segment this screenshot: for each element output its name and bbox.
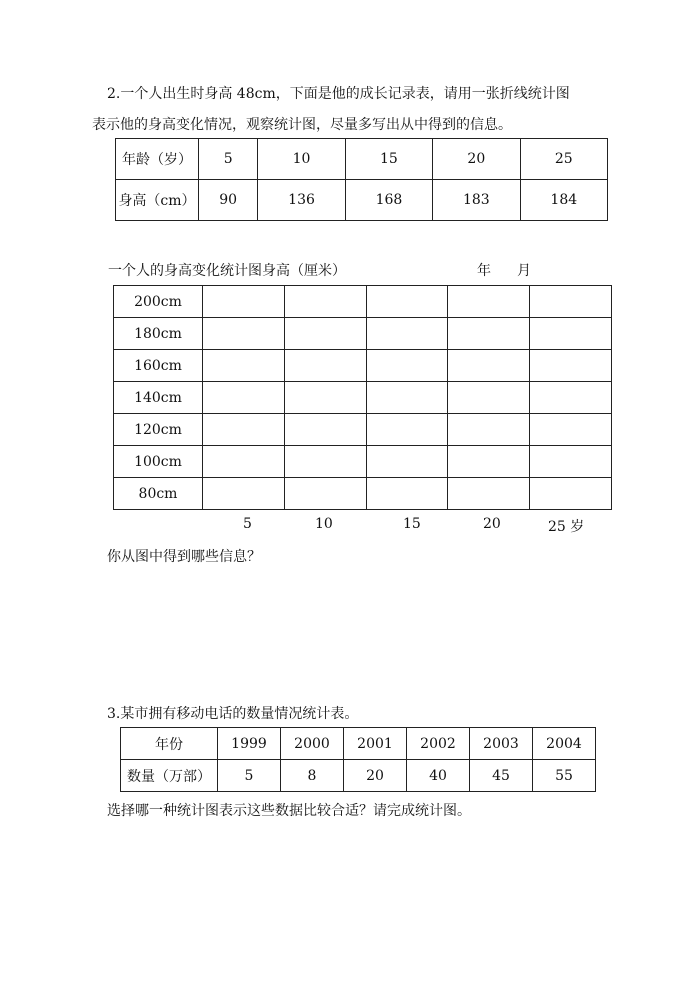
grid-cell xyxy=(284,286,366,318)
grid-cell xyxy=(284,318,366,350)
grid-row xyxy=(114,286,612,318)
grid-cell xyxy=(203,286,285,318)
grid-cell xyxy=(530,350,612,382)
chart-title: 一个人的身高变化统计图身高（厘米） xyxy=(108,263,346,279)
grid-cell xyxy=(530,382,612,414)
row-header-age: 年龄（岁） xyxy=(116,139,199,180)
age-cell: 5 xyxy=(199,139,258,180)
grid-cell xyxy=(284,350,366,382)
grid-cell xyxy=(203,318,285,350)
year-label: 年 xyxy=(477,263,491,279)
month-label: 月 xyxy=(517,263,531,279)
mobile-phone-table xyxy=(120,727,596,792)
grid-cell xyxy=(284,478,366,510)
height-cell: 183 xyxy=(433,180,520,221)
grid-row xyxy=(114,318,612,350)
grid-cell xyxy=(284,382,366,414)
grid-cell xyxy=(448,382,530,414)
count-cell: 45 xyxy=(470,760,533,792)
table-row xyxy=(116,180,608,221)
grid-cell xyxy=(203,478,285,510)
row-header-year: 年份 xyxy=(121,728,218,760)
height-cell: 136 xyxy=(258,180,345,221)
x-axis-label: 10 xyxy=(315,516,333,532)
grid-row xyxy=(114,382,612,414)
q2-line-1: 2.一个人出生时身高 48cm，下面是他的成长记录表，请用一张折线统计图 xyxy=(107,86,570,102)
year-cell: 1999 xyxy=(218,728,281,760)
grid-cell xyxy=(530,446,612,478)
count-cell: 5 xyxy=(218,760,281,792)
grid-cell xyxy=(366,446,448,478)
x-axis-label: 25 岁 xyxy=(548,519,585,535)
year-cell: 2001 xyxy=(344,728,407,760)
q2-question: 你从图中得到哪些信息？ xyxy=(107,549,261,565)
year-cell: 2003 xyxy=(470,728,533,760)
count-cell: 55 xyxy=(533,760,596,792)
table-row xyxy=(116,139,608,180)
grid-row xyxy=(114,414,612,446)
y-axis-label: 80cm xyxy=(114,478,203,510)
y-axis-label: 120cm xyxy=(114,414,203,446)
row-header-count: 数量（万部） xyxy=(121,760,218,792)
row-header-height: 身高（cm） xyxy=(116,180,199,221)
y-axis-label: 180cm xyxy=(114,318,203,350)
age-cell: 10 xyxy=(258,139,345,180)
grid-cell xyxy=(284,446,366,478)
x-axis-label: 20 xyxy=(483,516,501,532)
height-cell: 184 xyxy=(520,180,607,221)
age-cell: 25 xyxy=(520,139,607,180)
grid-cell xyxy=(366,318,448,350)
grid-cell xyxy=(530,318,612,350)
year-cell: 2002 xyxy=(407,728,470,760)
grid-cell xyxy=(366,286,448,318)
year-cell: 2004 xyxy=(533,728,596,760)
grid-cell xyxy=(203,414,285,446)
grid-cell xyxy=(448,478,530,510)
height-cell: 168 xyxy=(345,180,432,221)
x-axis-label: 5 xyxy=(243,516,252,532)
q2-line-2: 表示他的身高变化情况，观察统计图，尽量多写出从中得到的信息。 xyxy=(92,117,512,133)
y-axis-label: 200cm xyxy=(114,286,203,318)
height-cell: 90 xyxy=(199,180,258,221)
year-cell: 2000 xyxy=(281,728,344,760)
x-axis-label: 15 xyxy=(403,516,421,532)
grid-cell xyxy=(366,414,448,446)
grid-cell xyxy=(448,286,530,318)
grid-cell xyxy=(203,350,285,382)
grid-cell xyxy=(448,318,530,350)
grid-row xyxy=(114,350,612,382)
grid-cell xyxy=(448,446,530,478)
grid-cell xyxy=(448,414,530,446)
grid-cell xyxy=(366,382,448,414)
grid-cell xyxy=(284,414,366,446)
y-axis-label: 100cm xyxy=(114,446,203,478)
y-axis-label: 160cm xyxy=(114,350,203,382)
table-row xyxy=(121,760,596,792)
grid-row xyxy=(114,446,612,478)
count-cell: 8 xyxy=(281,760,344,792)
table-row xyxy=(121,728,596,760)
grid-cell xyxy=(366,350,448,382)
grid-cell xyxy=(448,350,530,382)
grid-cell xyxy=(203,382,285,414)
q3-title: 3.某市拥有移动电话的数量情况统计表。 xyxy=(107,706,359,722)
grid-cell xyxy=(530,414,612,446)
age-cell: 20 xyxy=(433,139,520,180)
y-axis-label: 140cm xyxy=(114,382,203,414)
x-axis-labels xyxy=(0,516,696,536)
q3-question: 选择哪一种统计图表示这些数据比较合适？请完成统计图。 xyxy=(107,803,471,819)
growth-record-table xyxy=(115,138,608,221)
grid-row xyxy=(114,478,612,510)
count-cell: 40 xyxy=(407,760,470,792)
age-cell: 15 xyxy=(345,139,432,180)
grid-cell xyxy=(530,478,612,510)
grid-cell xyxy=(203,446,285,478)
grid-cell xyxy=(530,286,612,318)
grid-cell xyxy=(366,478,448,510)
count-cell: 20 xyxy=(344,760,407,792)
line-chart-grid xyxy=(113,285,612,510)
